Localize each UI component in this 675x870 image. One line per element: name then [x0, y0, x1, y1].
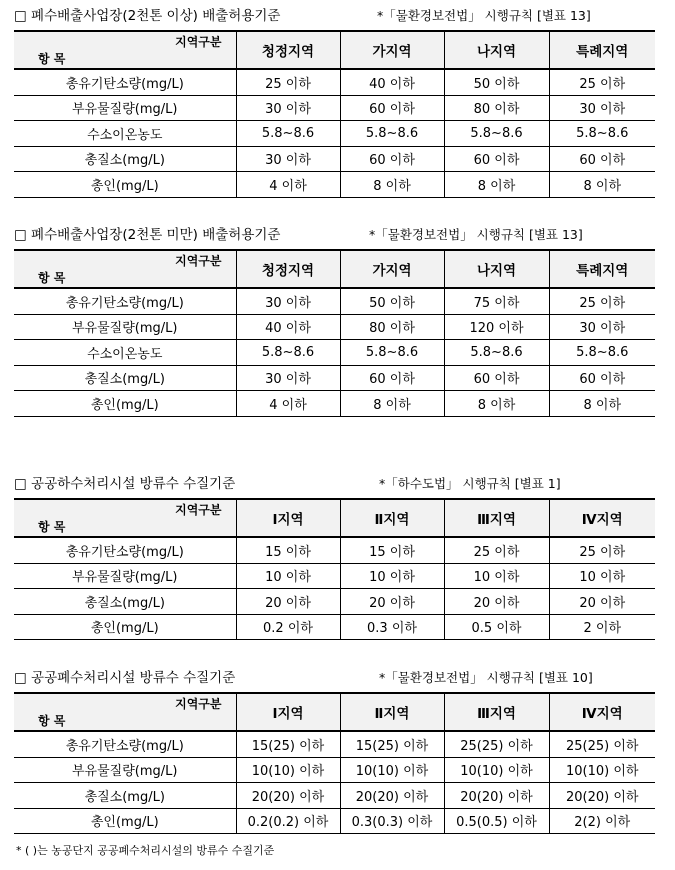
- row-item: 총질소(mg/L): [14, 365, 236, 391]
- section-title: □ 폐수배출사업장(2천톤 미만) 배출허용기준: [14, 227, 281, 243]
- table-row: [14, 146, 655, 172]
- row-item: 총유기탄소량(mg/L): [14, 69, 236, 95]
- table-row: [14, 808, 655, 834]
- value-cell: 25 이하: [549, 537, 655, 563]
- standards-table: [14, 249, 655, 417]
- value-cell: 75 이하: [444, 288, 549, 314]
- value-cell: 5.8~8.6: [444, 340, 549, 366]
- row-item: 총유기탄소량(mg/L): [14, 537, 236, 563]
- corner-cell: [14, 250, 236, 288]
- value-cell: 50 이하: [340, 288, 444, 314]
- section-note: *「물환경보전법」 시행규칙 [별표 10]: [379, 670, 593, 685]
- table-row: [14, 340, 655, 366]
- value-cell: 20(20) 이하: [340, 783, 444, 809]
- value-cell: 5.8~8.6: [340, 340, 444, 366]
- section-title-row: [14, 474, 656, 494]
- column-header: Ⅳ지역: [549, 499, 655, 537]
- value-cell: 10 이하: [236, 563, 340, 589]
- value-cell: 120 이하: [444, 314, 549, 340]
- value-cell: 5.8~8.6: [549, 340, 655, 366]
- value-cell: 5.8~8.6: [444, 121, 549, 147]
- corner-cell: [14, 693, 236, 731]
- value-cell: 0.3(0.3) 이하: [340, 808, 444, 834]
- value-cell: 8 이하: [549, 391, 655, 417]
- value-cell: 0.3 이하: [340, 614, 444, 640]
- section-title-row: [14, 668, 656, 688]
- item-label: 항 목: [38, 52, 66, 66]
- row-item: 총인(mg/L): [14, 614, 236, 640]
- column-header: 가지역: [340, 250, 444, 288]
- value-cell: 0.2 이하: [236, 614, 340, 640]
- column-header: 나지역: [444, 250, 549, 288]
- row-item: 부유물질량(mg/L): [14, 563, 236, 589]
- value-cell: 20 이하: [340, 589, 444, 615]
- value-cell: 5.8~8.6: [236, 121, 340, 147]
- section-public-sewage: [14, 474, 656, 640]
- value-cell: 30 이하: [549, 95, 655, 121]
- column-header: Ⅳ지역: [549, 693, 655, 731]
- column-header: 특례지역: [549, 250, 655, 288]
- value-cell: 50 이하: [444, 69, 549, 95]
- table-row: [14, 614, 655, 640]
- value-cell: 60 이하: [340, 146, 444, 172]
- table-row: [14, 288, 655, 314]
- value-cell: 4 이하: [236, 391, 340, 417]
- value-cell: 25 이하: [549, 288, 655, 314]
- value-cell: 30 이하: [236, 288, 340, 314]
- column-header: Ⅰ지역: [236, 693, 340, 731]
- value-cell: 60 이하: [549, 365, 655, 391]
- value-cell: 0.5(0.5) 이하: [444, 808, 549, 834]
- section-note: *「하수도법」 시행규칙 [별표 1]: [379, 476, 561, 491]
- value-cell: 15(25) 이하: [236, 731, 340, 757]
- value-cell: 30 이하: [549, 314, 655, 340]
- row-item: 수소이온농도: [14, 340, 236, 366]
- value-cell: 20 이하: [444, 589, 549, 615]
- section-title: □ 폐수배출사업장(2천톤 이상) 배출허용기준: [14, 8, 281, 24]
- table-row: [14, 731, 655, 757]
- value-cell: 8 이하: [340, 172, 444, 198]
- value-cell: 40 이하: [340, 69, 444, 95]
- table-row: [14, 783, 655, 809]
- table-header-row: [14, 499, 655, 537]
- section-note: *「물환경보전법」 시행규칙 [별표 13]: [369, 227, 583, 242]
- value-cell: 8 이하: [444, 172, 549, 198]
- row-item: 총인(mg/L): [14, 808, 236, 834]
- column-header: Ⅲ지역: [444, 499, 549, 537]
- value-cell: 80 이하: [340, 314, 444, 340]
- column-header: 나지역: [444, 31, 549, 69]
- value-cell: 30 이하: [236, 146, 340, 172]
- corner-cell: [14, 31, 236, 69]
- standards-table: [14, 498, 655, 640]
- value-cell: 10 이하: [549, 563, 655, 589]
- value-cell: 10 이하: [444, 563, 549, 589]
- section-title: □ 공공폐수처리시설 방류수 수질기준: [14, 670, 236, 686]
- value-cell: 25 이하: [444, 537, 549, 563]
- value-cell: 60 이하: [444, 365, 549, 391]
- section-wastewater-under-2000: [14, 225, 656, 417]
- table-row: [14, 537, 655, 563]
- value-cell: 20 이하: [236, 589, 340, 615]
- row-item: 부유물질량(mg/L): [14, 757, 236, 783]
- value-cell: 8 이하: [444, 391, 549, 417]
- value-cell: 60 이하: [549, 146, 655, 172]
- column-header: 가지역: [340, 31, 444, 69]
- value-cell: 10(10) 이하: [549, 757, 655, 783]
- table-row: [14, 172, 655, 198]
- row-item: 총질소(mg/L): [14, 783, 236, 809]
- section-wastewater-over-2000: [14, 6, 656, 198]
- value-cell: 10(10) 이하: [444, 757, 549, 783]
- value-cell: 5.8~8.6: [236, 340, 340, 366]
- table-row: [14, 563, 655, 589]
- value-cell: 80 이하: [444, 95, 549, 121]
- value-cell: 60 이하: [340, 95, 444, 121]
- value-cell: 25 이하: [549, 69, 655, 95]
- value-cell: 25(25) 이하: [444, 731, 549, 757]
- section-title-row: [14, 6, 656, 26]
- value-cell: 15(25) 이하: [340, 731, 444, 757]
- value-cell: 8 이하: [340, 391, 444, 417]
- value-cell: 25(25) 이하: [549, 731, 655, 757]
- item-label: 항 목: [38, 271, 66, 285]
- value-cell: 25 이하: [236, 69, 340, 95]
- value-cell: 5.8~8.6: [340, 121, 444, 147]
- value-cell: 0.5 이하: [444, 614, 549, 640]
- region-label: 지역구분: [175, 254, 222, 268]
- row-item: 총유기탄소량(mg/L): [14, 288, 236, 314]
- row-item: 총유기탄소량(mg/L): [14, 731, 236, 757]
- value-cell: 10 이하: [340, 563, 444, 589]
- row-item: 총질소(mg/L): [14, 146, 236, 172]
- value-cell: 10(10) 이하: [340, 757, 444, 783]
- column-header: 청정지역: [236, 250, 340, 288]
- value-cell: 60 이하: [340, 365, 444, 391]
- table-row: [14, 95, 655, 121]
- table-header-row: [14, 693, 655, 731]
- table-row: [14, 365, 655, 391]
- column-header: Ⅲ지역: [444, 693, 549, 731]
- value-cell: 4 이하: [236, 172, 340, 198]
- item-label: 항 목: [38, 714, 66, 728]
- table-header-row: [14, 250, 655, 288]
- footnote: * ( )는 농공단지 공공폐수처리시설의 방류수 수질기준: [16, 844, 275, 857]
- corner-cell: [14, 499, 236, 537]
- value-cell: 20(20) 이하: [444, 783, 549, 809]
- region-label: 지역구분: [175, 697, 222, 711]
- value-cell: 20 이하: [549, 589, 655, 615]
- standards-table: [14, 692, 655, 834]
- value-cell: 30 이하: [236, 365, 340, 391]
- column-header: 특례지역: [549, 31, 655, 69]
- value-cell: 20(20) 이하: [236, 783, 340, 809]
- value-cell: 8 이하: [549, 172, 655, 198]
- section-note: *「물환경보전법」 시행규칙 [별표 13]: [377, 8, 591, 23]
- table-row: [14, 121, 655, 147]
- column-header: Ⅰ지역: [236, 499, 340, 537]
- value-cell: 10(10) 이하: [236, 757, 340, 783]
- value-cell: 20(20) 이하: [549, 783, 655, 809]
- row-item: 부유물질량(mg/L): [14, 314, 236, 340]
- row-item: 수소이온농도: [14, 121, 236, 147]
- value-cell: 15 이하: [236, 537, 340, 563]
- table-row: [14, 314, 655, 340]
- section-title: □ 공공하수처리시설 방류수 수질기준: [14, 476, 236, 492]
- item-label: 항 목: [38, 520, 66, 534]
- section-public-wastewater: [14, 668, 656, 834]
- table-row: [14, 391, 655, 417]
- table-row: [14, 69, 655, 95]
- row-item: 부유물질량(mg/L): [14, 95, 236, 121]
- value-cell: 2(2) 이하: [549, 808, 655, 834]
- column-header: 청정지역: [236, 31, 340, 69]
- row-item: 총질소(mg/L): [14, 589, 236, 615]
- row-item: 총인(mg/L): [14, 172, 236, 198]
- table-header-row: [14, 31, 655, 69]
- value-cell: 60 이하: [444, 146, 549, 172]
- value-cell: 0.2(0.2) 이하: [236, 808, 340, 834]
- value-cell: 5.8~8.6: [549, 121, 655, 147]
- value-cell: 2 이하: [549, 614, 655, 640]
- standards-table: [14, 30, 655, 198]
- value-cell: 40 이하: [236, 314, 340, 340]
- row-item: 총인(mg/L): [14, 391, 236, 417]
- column-header: Ⅱ지역: [340, 499, 444, 537]
- section-title-row: [14, 225, 656, 245]
- value-cell: 15 이하: [340, 537, 444, 563]
- column-header: Ⅱ지역: [340, 693, 444, 731]
- region-label: 지역구분: [175, 503, 222, 517]
- region-label: 지역구분: [175, 35, 222, 49]
- table-row: [14, 589, 655, 615]
- table-row: [14, 757, 655, 783]
- value-cell: 30 이하: [236, 95, 340, 121]
